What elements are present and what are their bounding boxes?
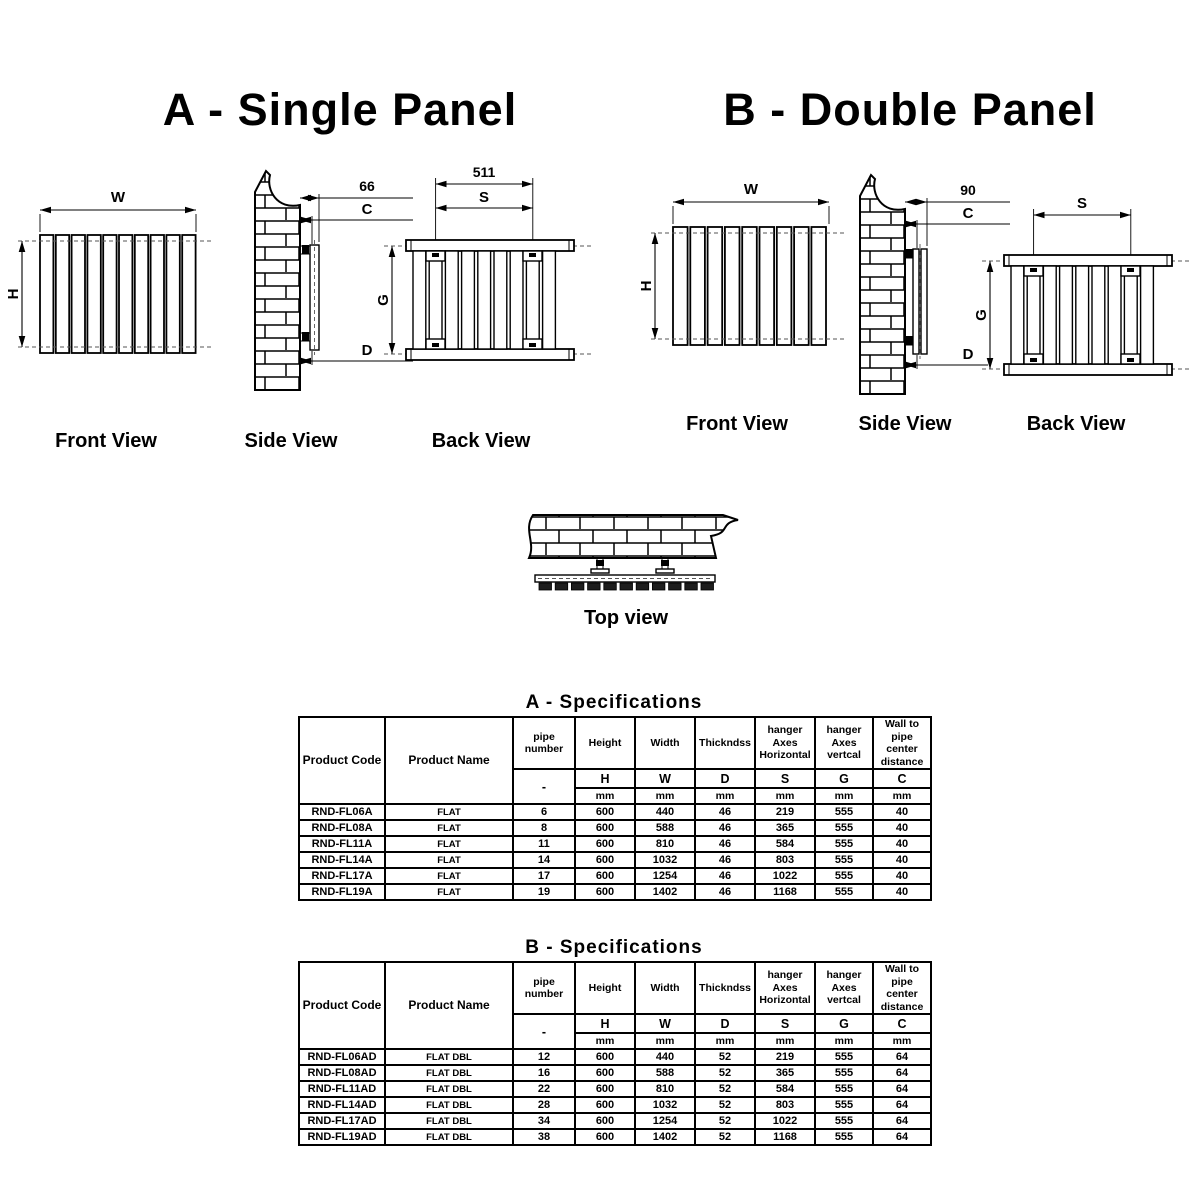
symbol-header: H	[575, 1014, 635, 1033]
spec-cell: 600	[575, 1081, 635, 1097]
symbol-header: H	[575, 769, 635, 788]
gap-dim-label: 90	[960, 182, 976, 198]
hanger-span-dimension	[1034, 195, 1131, 255]
spec-cell: 38	[513, 1129, 575, 1145]
spec-cell: RND-FL17A	[299, 868, 385, 884]
h-dim-label: H	[638, 280, 655, 292]
spec-cell: FLAT DBL	[385, 1113, 513, 1129]
back-view-b-drawing	[973, 185, 1198, 425]
spec-cell: 584	[755, 836, 815, 852]
radiator-back	[1004, 255, 1172, 375]
wall	[529, 515, 738, 558]
spec-cell: RND-FL08AD	[299, 1065, 385, 1081]
spec-cell: 64	[873, 1113, 931, 1129]
unit-header: mm	[575, 788, 635, 804]
g-dim-label: G	[973, 309, 990, 321]
column-header: Width	[635, 717, 695, 769]
spec-cell: RND-FL11A	[299, 836, 385, 852]
radiator-slats	[40, 235, 196, 353]
column-header: Thickndss	[695, 717, 755, 769]
width-dimension	[673, 181, 829, 224]
column-header: Height	[575, 717, 635, 769]
spec-cell: 600	[575, 820, 635, 836]
w-dim-label: W	[743, 181, 759, 198]
spec-row	[299, 1065, 931, 1081]
spec-cell: 40	[873, 836, 931, 852]
spec-cell: 555	[815, 1049, 873, 1065]
top-view-label: Top view	[583, 607, 669, 629]
side-view-a-label: Side View	[244, 430, 338, 452]
s-dim-label: S	[478, 189, 490, 206]
spec-cell: 588	[635, 1065, 695, 1081]
d-dim-label: D	[361, 342, 373, 359]
radiator-back	[406, 240, 574, 360]
wall	[255, 171, 300, 390]
back-view-a-drawing	[375, 162, 600, 412]
height-dimension	[638, 233, 655, 339]
symbol-header: S	[755, 1014, 815, 1033]
spec-cell: 219	[755, 804, 815, 820]
back-view-a-label: Back View	[431, 430, 531, 452]
unit-header: mm	[815, 788, 873, 804]
column-header: hanger Axes vertcal	[815, 962, 873, 1014]
spec-cell: 810	[635, 1081, 695, 1097]
spec-cell: 810	[635, 836, 695, 852]
symbol-header: -	[513, 769, 575, 804]
spec-cell: 52	[695, 1113, 755, 1129]
spec-cell: 555	[815, 884, 873, 900]
unit-header: mm	[755, 1033, 815, 1049]
spec-cell: 555	[815, 1081, 873, 1097]
spec-cell: 8	[513, 820, 575, 836]
spec-cell: 46	[695, 868, 755, 884]
spec-cell: 555	[815, 804, 873, 820]
column-header: Product Name	[385, 717, 513, 804]
spec-cell: FLAT DBL	[385, 1097, 513, 1113]
column-header: pipe number	[513, 962, 575, 1014]
spec-cell: RND-FL19AD	[299, 1129, 385, 1145]
d-dim-label: D	[962, 346, 974, 363]
spec-cell: 64	[873, 1049, 931, 1065]
span-value-label: 511	[472, 164, 496, 180]
spec-cell: 64	[873, 1129, 931, 1145]
spec-cell: FLAT DBL	[385, 1129, 513, 1145]
spec-row	[299, 852, 931, 868]
width-dimension	[40, 189, 196, 232]
spec-cell: FLAT	[385, 820, 513, 836]
spec-row	[299, 1113, 931, 1129]
spec-cell: RND-FL17AD	[299, 1113, 385, 1129]
symbol-header: -	[513, 1014, 575, 1049]
spec-cell: 46	[695, 820, 755, 836]
spec-row	[299, 820, 931, 836]
front-view-a-drawing	[5, 180, 222, 375]
symbol-header: S	[755, 769, 815, 788]
front-view-a-label: Front View	[55, 430, 157, 452]
panel-b-title: B - Double Panel	[723, 84, 1097, 135]
back-view-b-label: Back View	[1026, 413, 1126, 435]
spec-cell: 52	[695, 1129, 755, 1145]
spec-cell: 555	[815, 820, 873, 836]
spec-cell: RND-FL11AD	[299, 1081, 385, 1097]
spec-cell: 16	[513, 1065, 575, 1081]
spec-cell: 52	[695, 1049, 755, 1065]
spec-cell: RND-FL19A	[299, 884, 385, 900]
spec-cell: 803	[755, 1097, 815, 1113]
spec-row	[299, 1049, 931, 1065]
mounting-bolts	[591, 558, 674, 573]
spec-cell: 803	[755, 852, 815, 868]
spec-cell: 34	[513, 1113, 575, 1129]
spec-cell: 440	[635, 1049, 695, 1065]
spec-cell: RND-FL14AD	[299, 1097, 385, 1113]
symbol-header: C	[873, 769, 931, 788]
spec-cell: 28	[513, 1097, 575, 1113]
spec-cell: RND-FL06A	[299, 804, 385, 820]
spec-cell: 555	[815, 1065, 873, 1081]
spec-cell: 600	[575, 1049, 635, 1065]
spec-cell: 40	[873, 820, 931, 836]
g-dim-label: G	[375, 294, 392, 306]
spec-cell: 1022	[755, 868, 815, 884]
radiator-slats	[673, 227, 826, 345]
spec-cell: 1402	[635, 884, 695, 900]
spec-cell: 600	[575, 852, 635, 868]
spec-cell: 1168	[755, 884, 815, 900]
column-header: hanger Axes Horizontal	[755, 717, 815, 769]
front-view-b-label: Front View	[686, 413, 788, 435]
spec-cell: 1032	[635, 852, 695, 868]
spec-a-table	[298, 716, 932, 901]
c-dim-label: C	[962, 205, 974, 222]
spec-cell: 46	[695, 804, 755, 820]
spec-cell: 1254	[635, 1113, 695, 1129]
spec-cell: 600	[575, 804, 635, 820]
spec-b-body	[299, 1049, 931, 1145]
column-header: Product Code	[299, 717, 385, 804]
spec-cell: 1032	[635, 1097, 695, 1113]
unit-header: mm	[815, 1033, 873, 1049]
unit-header: mm	[755, 788, 815, 804]
spec-row	[299, 868, 931, 884]
spec-cell: 40	[873, 884, 931, 900]
spec-cell: 1022	[755, 1113, 815, 1129]
spec-cell: 46	[695, 852, 755, 868]
spec-cell: 600	[575, 836, 635, 852]
symbol-header: C	[873, 1014, 931, 1033]
wall	[860, 175, 905, 394]
header-row-main	[299, 962, 931, 1014]
column-header: hanger Axes vertcal	[815, 717, 873, 769]
spec-b-table	[298, 961, 932, 1146]
top-view-drawing	[505, 503, 755, 623]
spec-cell: 14	[513, 852, 575, 868]
height-dimension	[5, 241, 22, 347]
spec-cell: RND-FL08A	[299, 820, 385, 836]
spec-cell: 64	[873, 1097, 931, 1113]
spec-cell: 600	[575, 1097, 635, 1113]
column-header: Product Code	[299, 962, 385, 1049]
spec-cell: RND-FL06AD	[299, 1049, 385, 1065]
unit-header: mm	[695, 788, 755, 804]
symbol-header: G	[815, 1014, 873, 1033]
w-dim-label: W	[110, 189, 126, 206]
side-view-b-label: Side View	[858, 413, 952, 435]
spec-cell: 555	[815, 1113, 873, 1129]
s-dim-label: S	[1076, 195, 1088, 212]
spec-cell: FLAT	[385, 836, 513, 852]
spec-cell: 1254	[635, 868, 695, 884]
spec-row	[299, 1097, 931, 1113]
spec-cell: 555	[815, 1129, 873, 1145]
spec-cell: 440	[635, 804, 695, 820]
unit-header: mm	[873, 788, 931, 804]
radiator-profile	[300, 240, 319, 355]
column-header: pipe number	[513, 717, 575, 769]
spec-cell: FLAT	[385, 884, 513, 900]
spec-cell: 1402	[635, 1129, 695, 1145]
unit-header: mm	[695, 1033, 755, 1049]
spec-cell: FLAT DBL	[385, 1065, 513, 1081]
column-header: Height	[575, 962, 635, 1014]
spec-cell: 6	[513, 804, 575, 820]
gap-dim-label: 66	[359, 178, 375, 194]
column-header: Width	[635, 962, 695, 1014]
spec-cell: 40	[873, 868, 931, 884]
spec-cell: 588	[635, 820, 695, 836]
hanger-span-dimension	[436, 164, 533, 240]
spec-cell: 600	[575, 1129, 635, 1145]
symbol-header: D	[695, 1014, 755, 1033]
spec-row	[299, 1129, 931, 1145]
symbol-header: W	[635, 769, 695, 788]
column-header: Product Name	[385, 962, 513, 1049]
spec-cell: FLAT	[385, 804, 513, 820]
column-header: hanger Axes Horizontal	[755, 962, 815, 1014]
spec-cell: 52	[695, 1081, 755, 1097]
spec-cell: 46	[695, 884, 755, 900]
unit-header: mm	[873, 1033, 931, 1049]
spec-cell: 555	[815, 836, 873, 852]
front-view-b-drawing	[638, 172, 855, 367]
column-header: Wall to pipe center distance	[873, 962, 931, 1014]
spec-cell: FLAT	[385, 852, 513, 868]
spec-cell: 40	[873, 804, 931, 820]
spec-cell: 40	[873, 852, 931, 868]
symbol-header: D	[695, 769, 755, 788]
unit-header: mm	[575, 1033, 635, 1049]
spec-cell: 584	[755, 1081, 815, 1097]
radiator-top	[535, 575, 715, 590]
spec-cell: 17	[513, 868, 575, 884]
spec-cell: 11	[513, 836, 575, 852]
spec-cell: 600	[575, 1065, 635, 1081]
h-dim-label: H	[5, 288, 22, 300]
spec-row	[299, 804, 931, 820]
unit-header: mm	[635, 1033, 695, 1049]
unit-header: mm	[635, 788, 695, 804]
spec-cell: 46	[695, 836, 755, 852]
c-dim-label: C	[361, 201, 373, 218]
spec-cell: 64	[873, 1081, 931, 1097]
spec-a-title: A - Specifications	[525, 692, 703, 713]
radiator-profile-double	[905, 244, 927, 359]
spec-cell: 600	[575, 868, 635, 884]
spec-cell: 12	[513, 1049, 575, 1065]
column-header: Wall to pipe center distance	[873, 717, 931, 769]
spec-cell: 555	[815, 852, 873, 868]
spec-cell: 365	[755, 1065, 815, 1081]
spec-cell: FLAT	[385, 868, 513, 884]
spec-cell: 555	[815, 868, 873, 884]
spec-row	[299, 836, 931, 852]
spec-row	[299, 884, 931, 900]
spec-cell: 64	[873, 1065, 931, 1081]
column-header: Thickndss	[695, 962, 755, 1014]
spec-cell: 365	[755, 820, 815, 836]
spec-cell: FLAT DBL	[385, 1081, 513, 1097]
header-row-main	[299, 717, 931, 769]
spec-a-body	[299, 804, 931, 900]
spec-cell: 52	[695, 1097, 755, 1113]
spec-cell: 600	[575, 884, 635, 900]
spec-cell: 52	[695, 1065, 755, 1081]
symbol-header: G	[815, 769, 873, 788]
spec-row	[299, 1081, 931, 1097]
spec-cell: 22	[513, 1081, 575, 1097]
spec-cell: 1168	[755, 1129, 815, 1145]
spec-cell: 19	[513, 884, 575, 900]
spec-cell: 219	[755, 1049, 815, 1065]
symbol-header: W	[635, 1014, 695, 1033]
spec-b-title: B - Specifications	[525, 937, 703, 958]
panel-a-title: A - Single Panel	[162, 84, 518, 135]
spec-cell: 555	[815, 1097, 873, 1113]
spec-cell: FLAT DBL	[385, 1049, 513, 1065]
spec-cell: 600	[575, 1113, 635, 1129]
spec-cell: RND-FL14A	[299, 852, 385, 868]
